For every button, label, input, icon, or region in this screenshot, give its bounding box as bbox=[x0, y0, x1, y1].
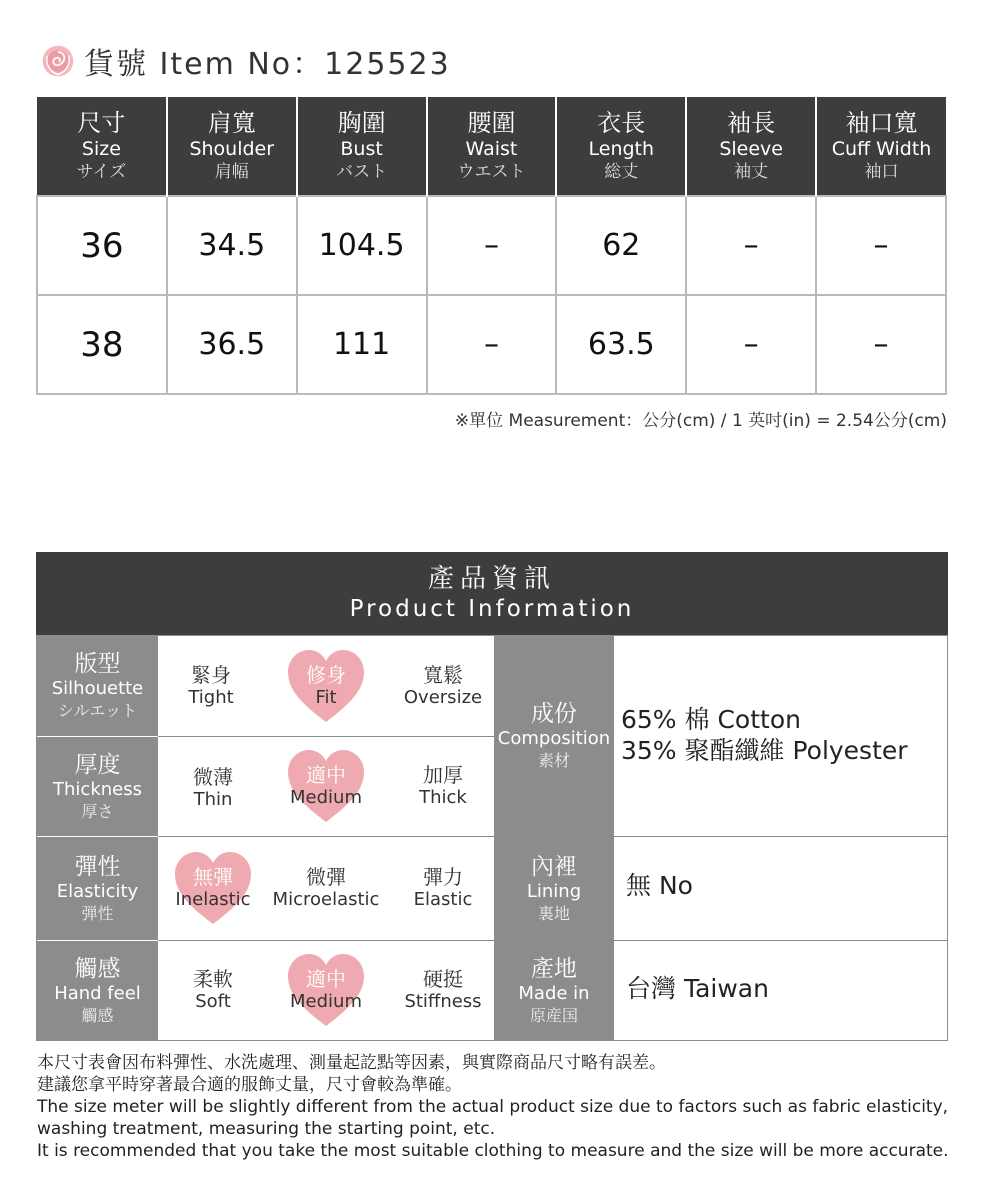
option-medium-selected: 適中 Medium bbox=[276, 746, 376, 826]
disclaimer-line: washing treatment, measuring the starting point, etc. bbox=[37, 1119, 496, 1139]
option-tight: 緊身 Tight bbox=[188, 663, 234, 708]
disclaimer-line: 建議您拿平時穿著最合適的服飾丈量，尺寸會較為準確。 bbox=[37, 1075, 462, 1095]
header-bust: 胸圍 Bust バスト bbox=[297, 97, 427, 196]
header-size: 尺寸 Size サイズ bbox=[37, 97, 167, 196]
table-row bbox=[37, 196, 946, 295]
option-oversize: 寬鬆 Oversize bbox=[403, 663, 483, 708]
header-waist: 腰圍 Waist ウエスト bbox=[427, 97, 557, 196]
size-table-header bbox=[37, 97, 946, 196]
option-fit-selected: 修身 Fit bbox=[276, 646, 376, 726]
product-info-header bbox=[36, 552, 948, 636]
label-lining: 內裡 Lining 裏地 bbox=[494, 837, 614, 940]
product-info-grid bbox=[36, 635, 948, 1041]
page-title bbox=[40, 40, 451, 82]
disclaimer-line: It is recommended that you take the most suitable clothing to measure and the size will be more accurate. bbox=[37, 1141, 949, 1161]
row-divider bbox=[158, 736, 494, 737]
option-medium-selected: 適中 Medium bbox=[276, 950, 376, 1030]
header-sleeve: 袖長 Sleeve 袖丈 bbox=[686, 97, 816, 196]
option-microelastic: 微彈 Microelastic bbox=[272, 865, 380, 910]
table-cell: 63.5 bbox=[556, 295, 686, 394]
product-info-title-en: Product Information bbox=[349, 596, 635, 622]
size-table bbox=[36, 97, 947, 395]
label-elasticity: 彈性 Elasticity 弾性 bbox=[37, 837, 158, 940]
lining-value: 無 No bbox=[626, 871, 693, 900]
table-cell: 38 bbox=[37, 295, 167, 394]
label-thickness: 厚度 Thickness 厚さ bbox=[37, 737, 158, 836]
option-stiffness: 硬挺 Stiffness bbox=[404, 967, 482, 1012]
option-soft: 柔軟 Soft bbox=[193, 967, 233, 1012]
label-silhouette: 版型 Silhouette シルエット bbox=[37, 636, 158, 736]
table-row bbox=[37, 295, 946, 394]
row-divider bbox=[158, 836, 947, 837]
composition-value bbox=[621, 704, 908, 766]
label-hand-feel: 觸感 Hand feel 觸感 bbox=[37, 941, 158, 1040]
table-cell: – bbox=[427, 196, 557, 295]
composition-line-cotton: 65% 棉 Cotton bbox=[621, 705, 801, 734]
disclaimer-line: The size meter will be slightly different from the actual product size due to factors such as fabric elasticity, bbox=[37, 1097, 949, 1117]
composition-line-polyester: 35% 聚酯纖維 Polyester bbox=[621, 736, 908, 765]
option-thin: 微薄 Thin bbox=[193, 765, 233, 810]
table-cell: – bbox=[427, 295, 557, 394]
table-cell: – bbox=[816, 196, 946, 295]
label-composition: 成份 Composition 素材 bbox=[494, 636, 614, 836]
origin-value: 台灣 Taiwan bbox=[626, 974, 769, 1003]
item-number: 貨號 Item No：125523 bbox=[84, 47, 451, 82]
table-cell: – bbox=[686, 196, 816, 295]
disclaimer bbox=[37, 1052, 952, 1162]
option-elastic: 彈力 Elastic bbox=[413, 865, 473, 910]
table-cell: 111 bbox=[297, 295, 427, 394]
table-cell: 104.5 bbox=[297, 196, 427, 295]
row-divider bbox=[158, 940, 947, 941]
option-thick: 加厚 Thick bbox=[419, 763, 467, 808]
table-cell: 36 bbox=[37, 196, 167, 295]
disclaimer-line: 本尺寸表會因布料彈性、水洗處理、測量起訖點等因素，與實際商品尺寸略有誤差。 bbox=[37, 1053, 666, 1073]
table-cell: 34.5 bbox=[167, 196, 297, 295]
header-cuff-width: 袖口寬 Cuff Width 袖口 bbox=[816, 97, 946, 196]
label-made-in: 產地 Made in 原産国 bbox=[494, 941, 614, 1040]
header-shoulder: 肩寬 Shoulder 肩幅 bbox=[167, 97, 297, 196]
table-cell: – bbox=[816, 295, 946, 394]
measurement-note: ※單位 Measurement：公分(cm) / 1 英吋(in) = 2.54公分(cm) bbox=[454, 411, 947, 431]
option-inelastic-selected: 無彈 Inelastic bbox=[163, 848, 263, 928]
product-info-title-zh: 產品資訊 bbox=[427, 564, 556, 594]
table-cell: 62 bbox=[556, 196, 686, 295]
header-length: 衣長 Length 総丈 bbox=[556, 97, 686, 196]
table-cell: 36.5 bbox=[167, 295, 297, 394]
rose-icon bbox=[40, 43, 76, 79]
table-cell: – bbox=[686, 295, 816, 394]
